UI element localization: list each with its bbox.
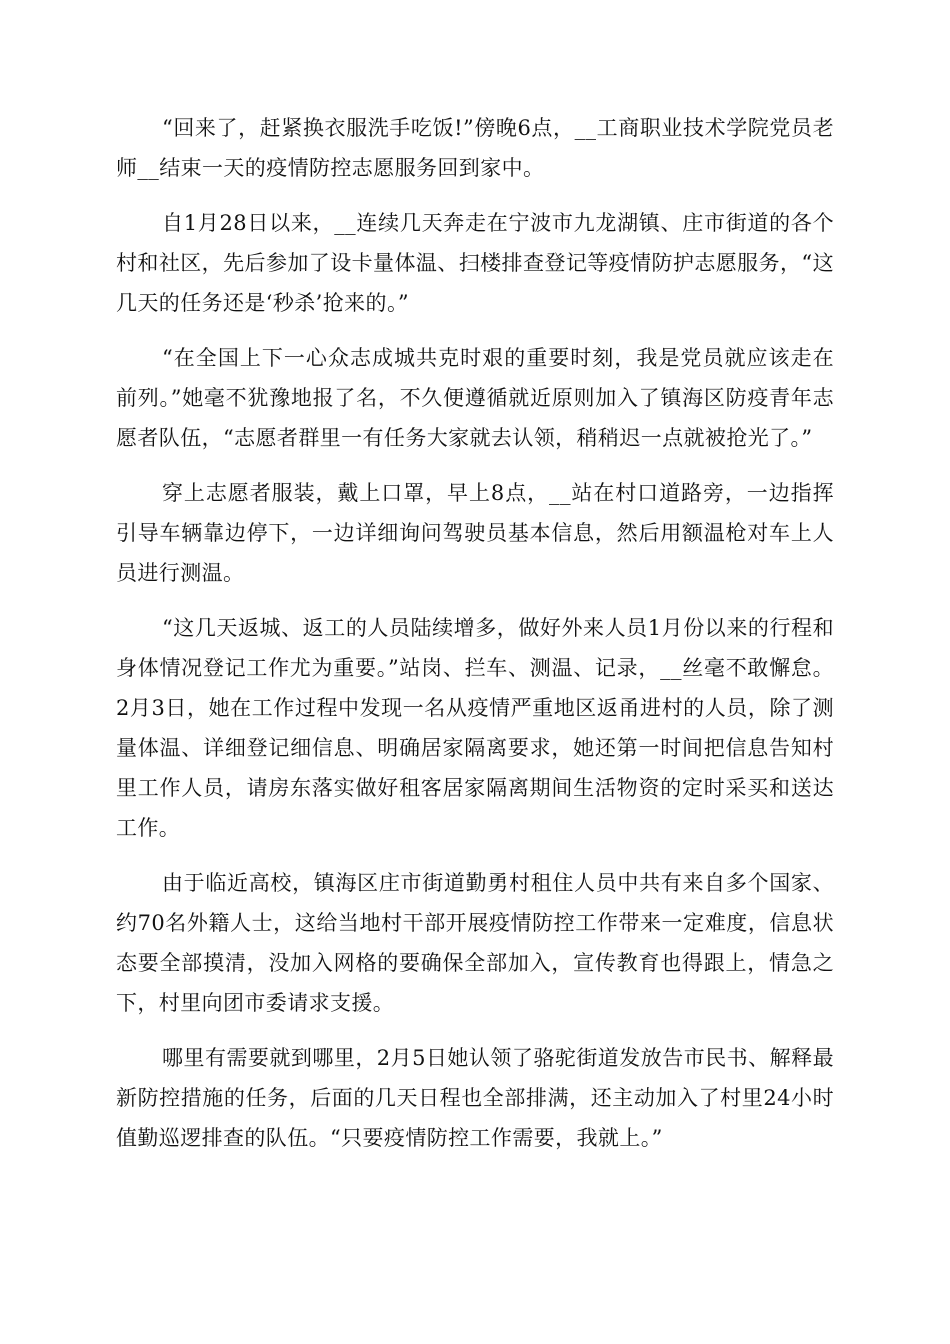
paragraph-1: “回来了，赶紧换衣服洗手吃饭!”傍晚6点，__工商职业技术学院党员老师__结束一天的疫情防控志愿服务回到家中。 <box>116 116 834 180</box>
article-body <box>116 108 834 1173</box>
paragraph-3: “在全国上下一心众志成城共克时艰的重要时刻，我是党员就应该走在前列。”她毫不犹豫地报了名，不久便遵循就近原则加入了镇海区防疫青年志愿者队伍，“志愿者群里一有任务大家就去认领，稍稍迟一点就被抢光了。” <box>116 346 834 450</box>
paragraph-6: 由于临近高校，镇海区庄市街道勤勇村租住人员中共有来自多个国家、约70名外籍人士，这给当地村干部开展疫情防控工作带来一定难度，信息状态要全部摸清，没加入网格的要确保全部加入，宣传教育也得跟上，情急之下，村里向团市委请求支援。 <box>116 871 834 1015</box>
paragraph-5: “这几天返城、返工的人员陆续增多，做好外来人员1月份以来的行程和身体情况登记工作尤为重要。”站岗、拦车、测温、记录，__丝毫不敢懈怠。2月3日，她在工作过程中发现一名从疫情严重地区返甬进村的人员，除了测量体温、详细登记细信息、明确居家隔离要求，她还第一时间把信息告知村里工作人员，请房东落实做好租客居家隔离期间生活物资的定时采买和送达工作。 <box>116 616 834 840</box>
paragraph-2: 自1月28日以来，__连续几天奔走在宁波市九龙湖镇、庄市街道的各个村和社区，先后参加了设卡量体温、扫楼排查登记等疫情防护志愿服务，“这几天的任务还是‘秒杀’抢来的。” <box>116 211 834 315</box>
paragraph-7: 哪里有需要就到哪里，2月5日她认领了骆驼街道发放告市民书、解释最新防控措施的任务，后面的几天日程也全部排满，还主动加入了村里24小时值勤巡逻排查的队伍。“只要疫情防控工作需要，我就上。” <box>116 1046 834 1150</box>
paragraph-4: 穿上志愿者服装，戴上口罩，早上8点，__站在村口道路旁，一边指挥引导车辆靠边停下，一边详细询问驾驶员基本信息，然后用额温枪对车上人员进行测温。 <box>116 481 834 585</box>
